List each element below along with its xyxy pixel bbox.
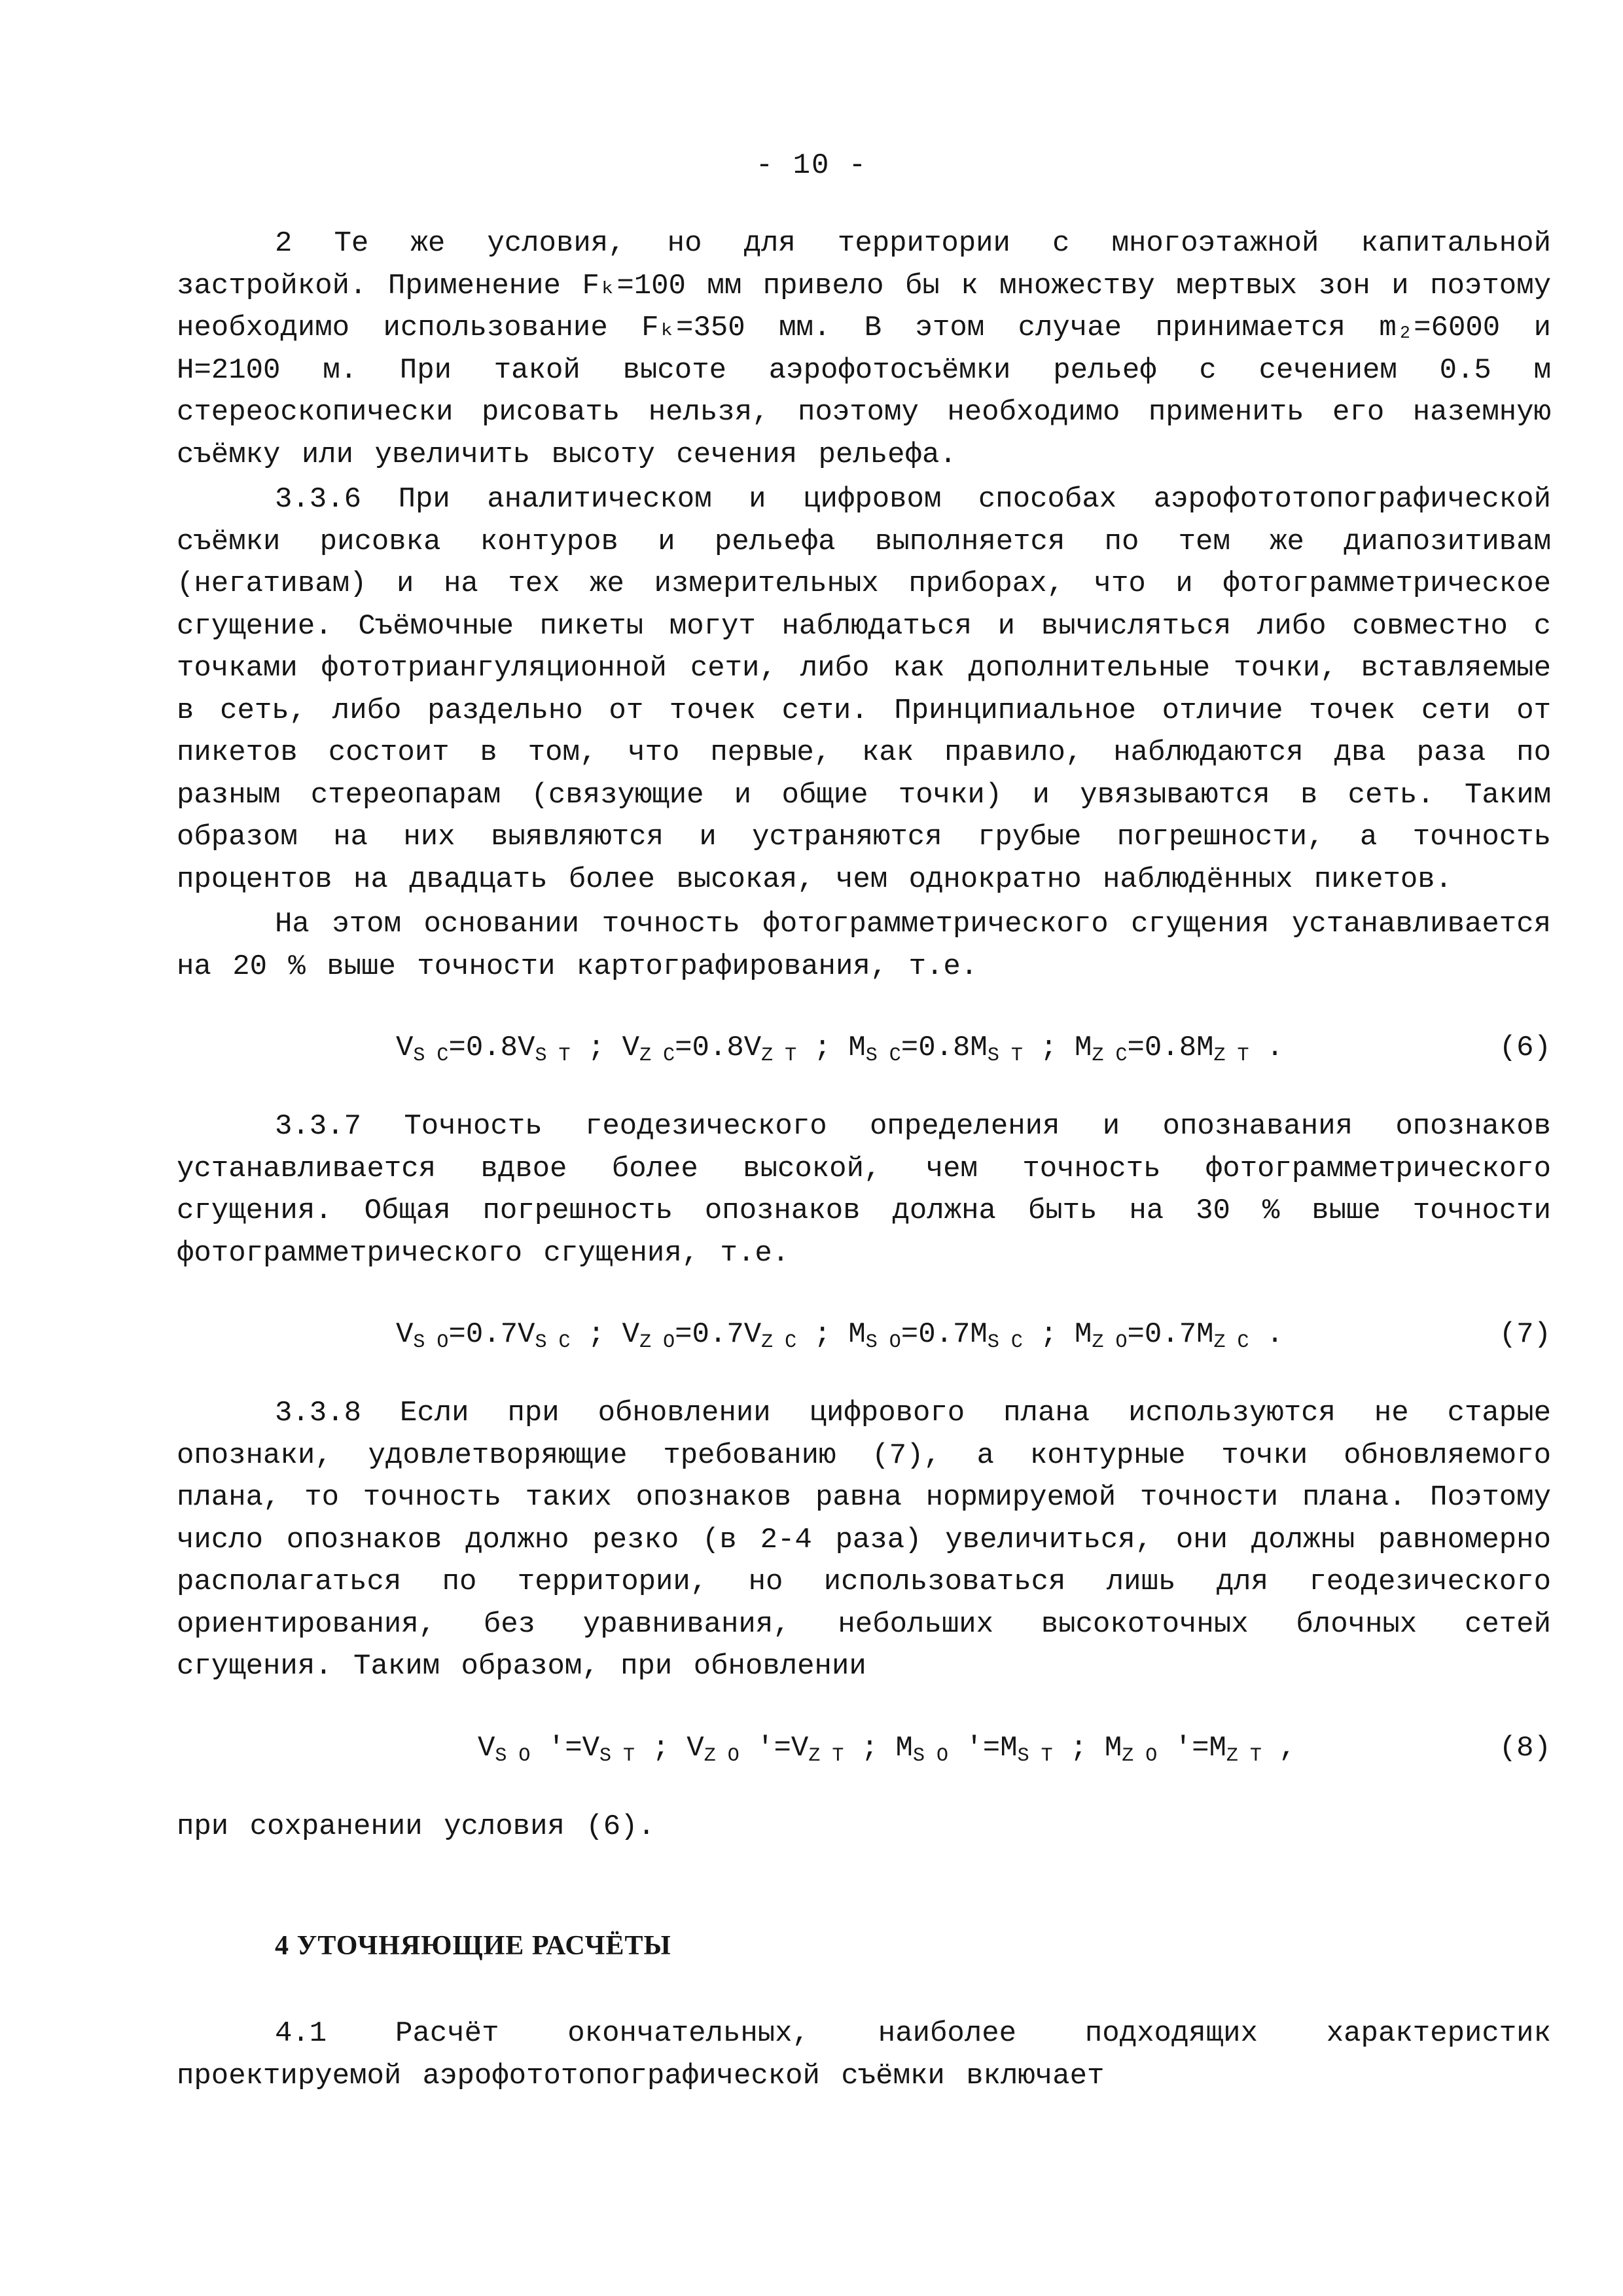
formula-6: $V_{S C}=0.8V_{S T}$ ; $V_{Z C}=0.8V_{Z T}$ ; $M_{S C}=0.8M_{S T}$ ; $M_{Z C}=0.8M_{Z T}$ . xyxy=(396,1031,1284,1067)
formula-8-row xyxy=(177,1727,1551,1769)
formula-8: $V_{S O}$ '$=V_{S T}$ ; $V_{Z O}$ '$=V_{Z T}$ ; $M_{S O}$ '$=M_{S T}$ ; $M_{Z O}$ '$=M_{Z T}$ , xyxy=(478,1731,1296,1767)
equation-number-6: (6) xyxy=(1499,1031,1551,1064)
paragraph-3-3-8: 3.3.8 Если при обновлении цифрового плана используются не старые опознаки, удовлетворяющие требованию (7), а контурные точки обновляемого плана, то точность таких опознаков равна нормируемой точности плана. Поэтому число опознаков должно резко (в 2-4 раза) увеличиться, они должны равномерно располагаться по территории, но использоваться лишь для геодезического ориентирования, без уравнивания, небольших высокоточных блочных сетей сгущения. Таким образом, при обновлении xyxy=(177,1397,1551,1683)
paragraph-condition-6: при сохранении условия (6). xyxy=(177,1810,655,1843)
section-heading-4: 4 УТОЧНЯЮЩИЕ РАСЧЁТЫ xyxy=(275,1931,671,1961)
paragraph-4-1: 4.1 Расчёт окончательных, наиболее подходящих характеристик проектируемой аэрофототопографической съёмки включает xyxy=(177,2017,1551,2092)
formula-7: $V_{S O}=0.7V_{S C}$ ; $V_{Z O}=0.7V_{Z C}$ ; $M_{S O}=0.7M_{S C}$ ; $M_{Z O}=0.7M_{Z C}$ . xyxy=(396,1318,1284,1354)
paragraph-condition-2: 2 Те же условия, но для территории с многоэтажной капитальной застройкой. Применение Fₖ=100 мм привело бы к множеству мертвых зон и поэтому необходимо использование Fₖ=350 мм. В этом случае принимается m₂=6000 и H=2100 м. При такой высоте аэрофотосъёмки рельеф с сечением 0.5 м стереоскопически рисовать нельзя, поэтому необходимо применить его наземную съёмку или увеличить высоту сечения рельефа. xyxy=(177,227,1551,471)
document-body xyxy=(177,223,1551,2097)
paragraph-3-3-7: 3.3.7 Точность геодезического определения и опознавания опознаков устанавливается вдвое более высокой, чем точность фотограмметрического сгущения. Общая погрешность опознаков должна быть на 30 % выше точности фотограмметрического сгущения, т.е. xyxy=(177,1110,1551,1270)
paragraph-accuracy-basis: На этом основании точность фотограмметрического сгущения устанавливается на 20 % выше точности картографирования, т.е. xyxy=(177,908,1551,983)
paragraph-3-3-6: 3.3.6 При аналитическом и цифровом способах аэрофототопографической съёмки рисовка контуров и рельефа выполняется по тем же диапозитивам (негативам) и на тех же измерительных приборах, что и фотограмметрическое сгущение. Съёмочные пикеты могут наблюдаться и вычисляться либо совместно с точками фототриангуляционной сети, либо как дополнительные точки, вставляемые в сеть, либо раздельно от точек сети. Принципиальное отличие точек сети от пикетов состоит в том, что первые, как правило, наблюдаются два раза по разным стереопарам (связующие и общие точки) и увязываются в сеть. Таким образом на них выявляются и устраняются грубые погрешности, а точность процентов на двадцать более высокая, чем однократно наблюдённых пикетов. xyxy=(177,483,1551,896)
formula-7-row xyxy=(177,1314,1551,1355)
formula-6-row xyxy=(177,1027,1551,1069)
page-number: - 10 - xyxy=(755,149,868,182)
equation-number-7: (7) xyxy=(1499,1318,1551,1351)
equation-number-8: (8) xyxy=(1499,1731,1551,1765)
